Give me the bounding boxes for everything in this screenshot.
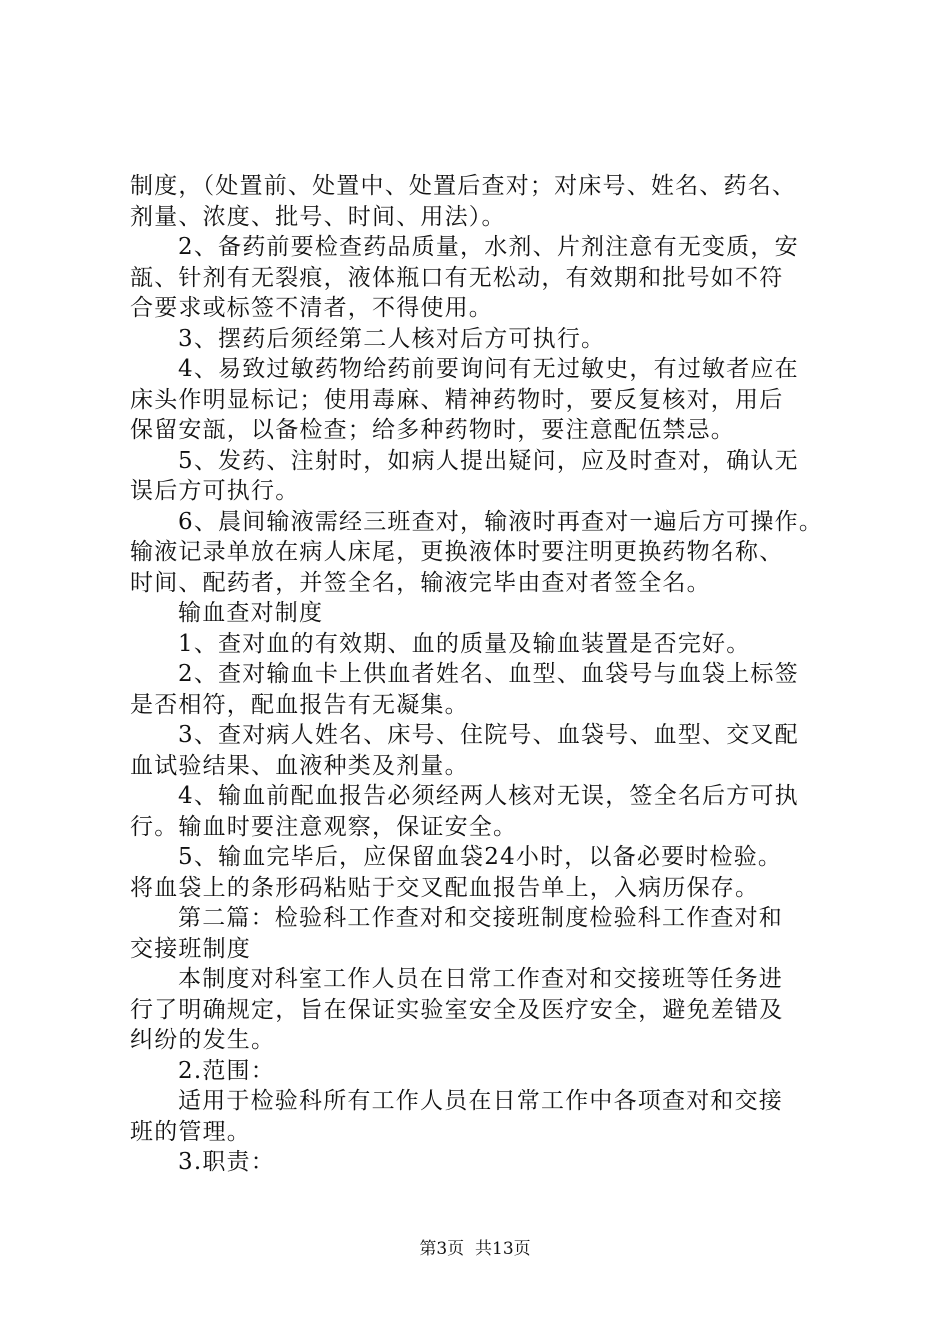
text-line: 剂量、浓度、批号、时间、用法）。 xyxy=(130,203,506,230)
text-line: 是否相符，配血报告有无凝集。 xyxy=(130,691,469,718)
text-line: 4、输血前配血报告必须经两人核对无误，签全名后方可执 xyxy=(178,783,799,809)
text-line: 血试验结果、血液种类及剂量。 xyxy=(130,752,469,779)
text-line: 输液记录单放在病人床尾，更换液体时要注明更换药物名称、 xyxy=(130,539,784,565)
text-line: 适用于检验科所有工作人员在日常工作中各项查对和交接 xyxy=(178,1088,783,1114)
total-pages: 共13页 xyxy=(475,1239,531,1259)
text-line: 误后方可执行。 xyxy=(130,478,300,504)
text-line: 班的管理。 xyxy=(130,1118,251,1145)
text-line: 行。输血时要注意观察，保证安全。 xyxy=(130,813,518,840)
text-line: 3.职责： xyxy=(178,1149,275,1175)
text-line: 2.范围： xyxy=(178,1057,275,1084)
text-line: 本制度对科室工作人员在日常工作查对和交接班等任务进 xyxy=(178,966,783,992)
document-body xyxy=(130,171,835,1178)
text-line: 时间、配药者，并签全名，输液完毕由查对者签全名。 xyxy=(130,569,711,596)
text-line: 纠纷的发生。 xyxy=(130,1027,276,1053)
text-line: 输血查对制度 xyxy=(178,600,324,626)
text-line: 6、晨间输液需经三班查对，输液时再查对一遍后方可操作。 xyxy=(178,508,824,535)
text-line: 行了明确规定，旨在保证实验室安全及医疗安全，避免差错及 xyxy=(130,996,784,1023)
footer-separator xyxy=(464,1239,475,1259)
text-line: 瓿、针剂有无裂痕，液体瓶口有无松动，有效期和批号如不符 xyxy=(130,264,784,291)
page-footer xyxy=(0,1238,950,1260)
text-line: 交接班制度 xyxy=(130,935,251,962)
text-line: 保留安瓿，以备检查；给多种药物时，要注意配伍禁忌。 xyxy=(130,417,735,443)
text-line: 5、发药、注射时，如病人提出疑问，应及时查对，确认无 xyxy=(178,447,799,474)
text-line: 第二篇：检验科工作查对和交接班制度检验科工作查对和 xyxy=(178,905,783,931)
text-line: 2、备药前要检查药品质量，水剂、片剂注意有无变质，安 xyxy=(178,234,799,260)
text-line: 3、查对病人姓名、床号、住院号、血袋号、血型、交叉配 xyxy=(178,722,799,748)
text-line: 2、查对输血卡上供血者姓名、血型、血袋号与血袋上标签 xyxy=(178,661,799,687)
text-line: 1、查对血的有效期、血的质量及输血装置是否完好。 xyxy=(178,630,751,657)
text-line: 合要求或标签不清者，不得使用。 xyxy=(130,295,493,321)
text-line: 将血袋上的条形码粘贴于交叉配血报告单上，入病历保存。 xyxy=(130,874,760,901)
text-line: 制度，（处置前、处置中、处置后查对；对床号、姓名、药名、 xyxy=(130,173,797,199)
text-line: 3、摆药后须经第二人核对后方可执行。 xyxy=(178,325,606,352)
text-line: 床头作明显标记；使用毒麻、精神药物时，要反复核对，用后 xyxy=(130,386,784,413)
page-number: 第3页 xyxy=(419,1239,465,1259)
text-line: 4、易致过敏药物给药前要询问有无过敏史，有过敏者应在 xyxy=(178,356,799,382)
text-line: 5、输血完毕后，应保留血袋24小时，以备必要时检验。 xyxy=(178,844,783,870)
